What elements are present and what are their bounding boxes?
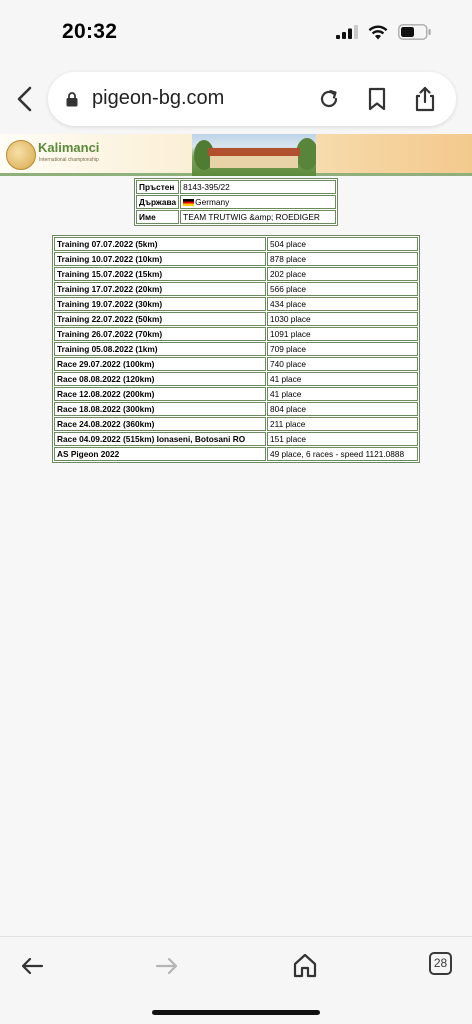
info-row-ring [136,180,336,194]
site-banner [0,134,472,176]
status-icons [336,24,432,40]
bottom-toolbar [0,936,472,1024]
share-icon[interactable] [412,86,438,112]
info-label: Име [136,210,179,224]
result-place: 740 place [267,357,418,371]
result-row [54,372,418,386]
result-event: Training 05.08.2022 (1km) [54,342,266,356]
wifi-icon [368,25,388,40]
forward-arrow-icon[interactable] [152,951,182,981]
results-body [54,237,418,461]
result-place: 566 place [267,282,418,296]
result-row [54,327,418,341]
result-row [54,387,418,401]
result-place: 1030 place [267,312,418,326]
bookmark-icon[interactable] [364,86,390,112]
result-event: Training 22.07.2022 (50km) [54,312,266,326]
result-row [54,432,418,446]
web-page [0,134,472,936]
result-place: 709 place [267,342,418,356]
result-place: 202 place [267,267,418,281]
result-row [54,282,418,296]
browser-toolbar [0,70,472,128]
results-table [52,235,420,463]
signal-icon [336,25,358,39]
battery-icon [398,24,432,40]
result-event: Training 10.07.2022 (10km) [54,252,266,266]
result-place: 878 place [267,252,418,266]
result-place: 211 place [267,417,418,431]
result-place: 504 place [267,237,418,251]
lock-icon [66,92,78,107]
reload-icon[interactable] [316,86,342,112]
home-indicator [152,1010,320,1015]
result-row [54,312,418,326]
result-row [54,342,418,356]
result-place: 41 place [267,372,418,386]
info-value: 8143-395/22 [180,180,336,194]
result-event: Training 15.07.2022 (15km) [54,267,266,281]
info-label: Пръстен [136,180,179,194]
result-place: 804 place [267,402,418,416]
result-place: 1091 place [267,327,418,341]
result-row [54,237,418,251]
result-place: 41 place [267,387,418,401]
result-event: Race 08.08.2022 (120km) [54,372,266,386]
country-name: Germany [195,197,230,207]
result-row [54,267,418,281]
pigeon-logo-icon[interactable] [6,140,36,170]
result-event: Training 26.07.2022 (70km) [54,327,266,341]
site-logo-subtitle: International championship [39,157,99,163]
site-logo-title[interactable]: Kalimanci [38,140,100,155]
result-event: Race 24.08.2022 (360km) [54,417,266,431]
result-place: 49 place, 6 races - speed 1121.0888 [267,447,418,461]
back-arrow-icon[interactable] [17,951,47,981]
result-row [54,447,418,461]
back-chevron-icon[interactable] [12,84,38,114]
germany-flag-icon [183,199,194,206]
pigeon-info-table [134,178,338,226]
result-event: AS Pigeon 2022 [54,447,266,461]
address-bar[interactable] [48,72,456,126]
result-row [54,297,418,311]
result-event: Training 07.07.2022 (5km) [54,237,266,251]
info-value-country [180,195,336,209]
result-place: 151 place [267,432,418,446]
info-row-country [136,195,336,209]
result-event: Race 04.09.2022 (515km) Ionaseni, Botosani RO [54,432,266,446]
tabs-count-button[interactable]: 28 [429,952,452,975]
result-event: Race 29.07.2022 (100km) [54,357,266,371]
info-row-name [136,210,336,224]
banner-photo [192,134,316,176]
info-label: Държава [136,195,179,209]
result-row [54,252,418,266]
info-value: TEAM TRUTWIG &amp; ROEDIGER [180,210,336,224]
status-time: 20:32 [62,20,118,43]
result-event: Training 19.07.2022 (30km) [54,297,266,311]
result-row [54,417,418,431]
result-event: Race 18.08.2022 (300km) [54,402,266,416]
result-place: 434 place [267,297,418,311]
result-event: Training 17.07.2022 (20km) [54,282,266,296]
result-row [54,357,418,371]
result-row [54,402,418,416]
result-event: Race 12.08.2022 (200km) [54,387,266,401]
url-text: pigeon-bg.com [92,87,225,109]
home-icon[interactable] [290,951,320,981]
status-bar [0,0,472,62]
